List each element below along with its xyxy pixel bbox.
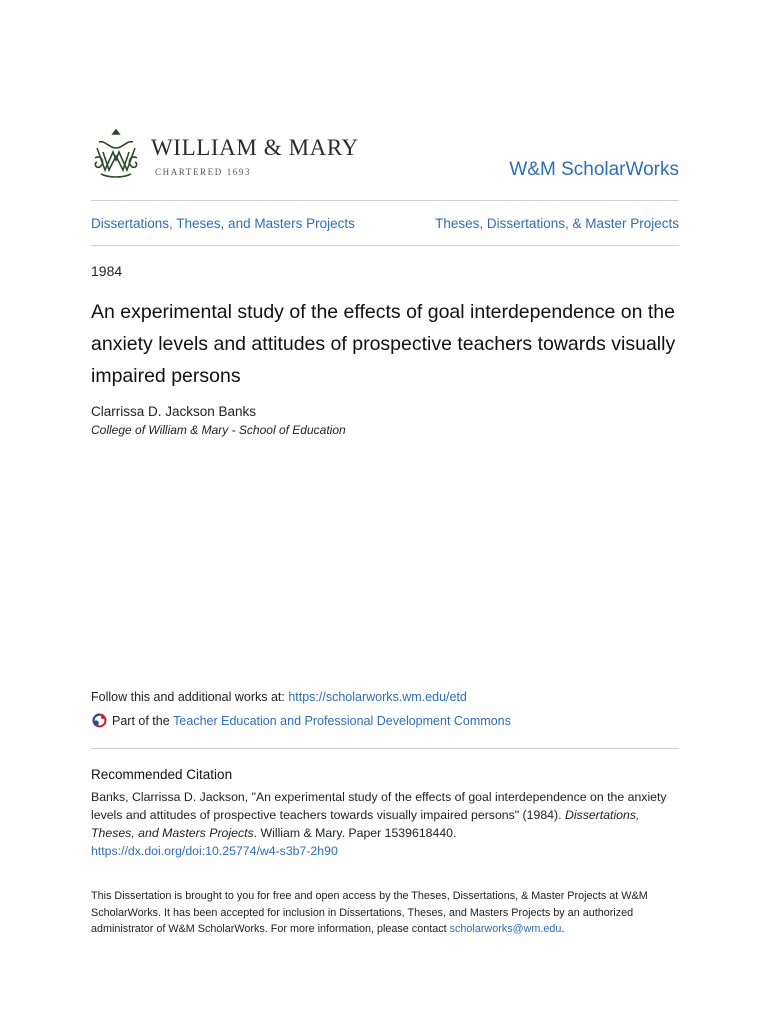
divider (91, 748, 679, 749)
access-notice-end: . (561, 923, 565, 935)
repository-link[interactable]: W&M ScholarWorks (509, 159, 679, 180)
author-affiliation: College of William & Mary - School of Education (91, 423, 346, 437)
follow-line (91, 690, 467, 704)
logo-tagline: CHARTERED 1693 (155, 167, 252, 177)
parent-collection-link[interactable]: Theses, Dissertations, & Master Projects (435, 216, 679, 231)
access-notice-text: This Dissertation is brought to you for free and open access by the Theses, Dissertations, & Master Projects at W&M ScholarWorks. It has been accepted for inclusion in Dissertations, Theses, and Masters Projects by an authorized administrator of W&M ScholarWorks. For more information, please contact (91, 890, 648, 935)
author-name: Clarrissa D. Jackson Banks (91, 404, 257, 419)
collection-link[interactable]: Dissertations, Theses, and Masters Projects (91, 216, 355, 231)
doi-link[interactable]: https://dx.doi.org/doi:10.25774/w4-s3b7-2h90 (91, 844, 338, 858)
citation-publisher: . William & Mary. Paper 1539618440. (253, 826, 457, 840)
commons-link[interactable]: Teacher Education and Professional Development Commons (173, 713, 511, 728)
divider (91, 245, 679, 246)
cypher-crest-icon (91, 126, 141, 180)
citation-text (91, 788, 681, 860)
contact-email-link[interactable]: scholarworks@wm.edu (449, 923, 562, 935)
citation-series: Dissertations, Theses, and Masters Projects (91, 808, 640, 840)
publication-year: 1984 (91, 263, 123, 279)
follow-url-link[interactable]: https://scholarworks.wm.edu/etd (288, 690, 467, 704)
logo-wordmark: WILLIAM & MARY (151, 135, 359, 160)
access-notice (91, 888, 681, 938)
part-of-line (91, 712, 511, 729)
citation-body: Banks, Clarrissa D. Jackson, "An experimental study of the effects of goal interdependence on the anxiety levels and attitudes of prospective teachers towards visually impaired persons" (1984). (91, 790, 667, 822)
document-title: An experimental study of the effects of goal interdependence on the anxiety levels and attitudes of prospective teachers towards visually impaired persons (91, 301, 676, 387)
network-icon (91, 712, 108, 729)
part-of-label: Part of the (112, 713, 170, 728)
william-mary-logo[interactable] (91, 126, 361, 182)
divider (91, 200, 679, 201)
follow-label: Follow this and additional works at: (91, 690, 289, 704)
recommended-citation-heading: Recommended Citation (91, 767, 233, 782)
